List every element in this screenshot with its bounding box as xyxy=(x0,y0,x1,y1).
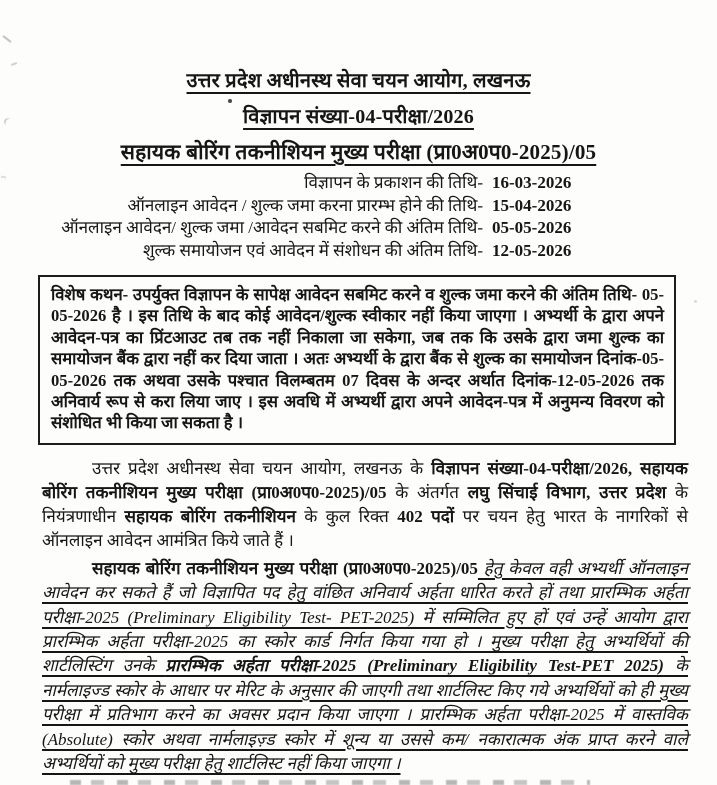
date-value: 05-05-2026 xyxy=(492,218,572,237)
text-segment: सहायक बोरिंग तकनीशियन xyxy=(124,506,296,526)
advertisement-number: विज्ञापन संख्या-04-परीक्षा/2026 xyxy=(243,106,474,128)
eligibility-paragraph xyxy=(42,557,688,777)
date-row-publication xyxy=(0,172,592,195)
text-segment: के नियंत्रणाधीन xyxy=(42,482,688,526)
text-segment: पर चयन हेतु भारत के नागरिकों से ऑनलाइन आवेदन आमंत्रित किये जाते हैं । xyxy=(42,506,688,550)
date-label: विज्ञापन के प्रकाशन की तिथि- xyxy=(304,173,483,192)
date-value: 16-03-2026 xyxy=(492,173,572,192)
text-segment: हेतु केवल वही अभ्यर्थी ऑनलाइन आवेदन कर सकते हैं जो विज्ञापित पद हेतु वांछित अनिवार्य अर्हता धारित करते हों तथा प्रारम्भिक अर्हता परीक्षा-2025 (Preliminary Eligibility Test- PET-2025) में सम्मिलित हुए हों एवं उन्हें आयोग द्वारा प्रारम्भिक अर्हता परीक्षा-2025 का स्कोर कार्ड निर्गत किया गया हो । मुख्य परीक्षा हेतु अभ्यर्थियों की शार्टलिस्टिंग उनके xyxy=(42,558,689,676)
text-segment: के नार्मलाइज्ड स्कोर के आधार पर मेरिट के अनुसार की जाएगी तथा शार्टलिस्ट किए गये अभ्यर्थियों को ही मुख्य परीक्षा में प्रतिभाग करने का अवसर प्रदान किया जाएगा । प्रारम्भिक अर्हता परीक्षा-2025 में वास्तविक (Absolute) स्कोर अथवा नार्मलाइज़्ड स्कोर में शून्य या उससे कम/ नकारात्मक अंक प्राप्त करने वाले अभ्यर्थियों को मुख्य परीक्षा हेतु शार्टलिस्ट नहीं किया जाएगा । xyxy=(42,656,689,774)
date-row-application-last xyxy=(0,217,592,240)
date-value: 12-05-2026 xyxy=(492,240,572,260)
document-header xyxy=(0,0,717,166)
commission-title: उत्तर प्रदेश अधीनस्थ सेवा चयन आयोग, लखनऊ xyxy=(186,70,531,92)
text-segment: के अंतर्गत xyxy=(386,482,468,502)
date-row-correction-last xyxy=(0,240,592,263)
date-label: शुल्क समायोजन एवं आवेदन में संशोधन की अंतिम तिथि- xyxy=(142,240,483,260)
text-segment: विज्ञापन संख्या-04-परीक्षा/2026, सहायक बोरिंग तकनीशियन मुख्य परीक्षा (प्रा0अ0प0-2025)/05 xyxy=(42,458,688,502)
text-segment: 402 पदों xyxy=(397,506,455,526)
text-segment: के कुल रिक्त xyxy=(295,506,398,526)
date-label: ऑनलाइन आवेदन/ शुल्क जमा /आवेदन सबमिट करने की अंतिम तिथि- xyxy=(61,218,483,237)
text-segment: उत्तर प्रदेश अधीनस्थ सेवा चयन आयोग, लखनऊ के xyxy=(92,458,432,478)
exam-title: सहायक बोरिंग तकनीशियन मुख्य परीक्षा (प्रा0अ0प0-2025)/05 xyxy=(120,140,597,164)
text-segment: प्रारम्भिक अर्हता परीक्षा-2025 (Preliminary Eligibility Test-PET 2025) xyxy=(165,656,664,676)
text-segment: विशेष कथन- उपर्युक्त विज्ञापन के सापेक्ष आवेदन सबमिट करने व शुल्क जमा करने की अंतिम तिथि- 05-05-2026 है । इस तिथि के बाद कोई आवेदन/शुल्क स्वीकार नहीं किया जाएगा । अभ्यर्थी के द्वारा अपने आवेदन-पत्र का प्रिंटआउट तब तक नहीं निकाला जा सकेगा, जब तक कि उसके द्वारा जमा शुल्क का समायोजन बैंक द्वारा नहीं कर दिया जाता । अतः अभ्यर्थी के द्वारा बैंक से शुल्क का समायोजन दिनांक-05-05-2026 तक अथवा उसके पश्चात विलम्बतम 07 दिवस के अन्दर अर्थात दिनांक-12-05-2026 तक अनिवार्य रूप से करा लिया जाए । इस अवधि में अभ्यर्थी द्वारा अपने आवेदन-पत्र में अनुमन्य विवरण को संशोधित भी किया जा सकता है । xyxy=(51,285,664,433)
special-statement-box xyxy=(38,275,676,445)
text-segment: सहायक बोरिंग तकनीशियन मुख्य परीक्षा (प्रा0अ0प0-2025)/05 xyxy=(92,558,478,578)
date-label: ऑनलाइन आवेदन / शुल्क जमा करना प्रारम्भ होने की तिथि- xyxy=(127,195,483,215)
key-dates-list xyxy=(0,172,592,262)
date-value: 15-04-2026 xyxy=(492,195,572,215)
date-row-application-start xyxy=(0,195,592,218)
text-segment: लघु सिंचाई विभाग, उत्तर प्रदेश xyxy=(467,482,667,502)
intro-paragraph xyxy=(42,457,688,553)
clipped-next-line xyxy=(70,780,590,785)
special-statement-text xyxy=(51,284,664,434)
